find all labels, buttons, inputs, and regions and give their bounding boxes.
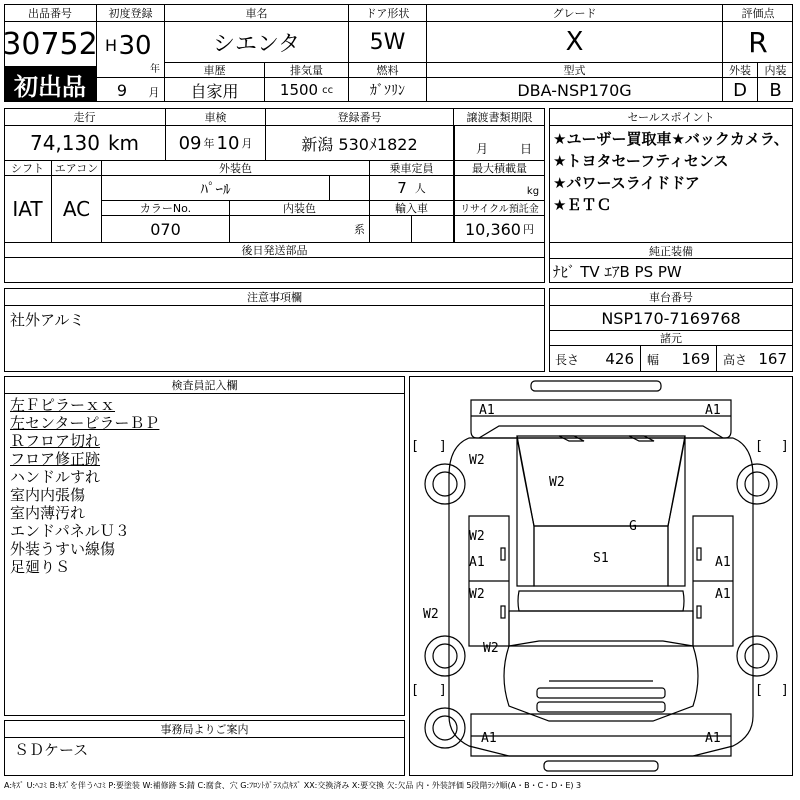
- mark-w2-left-door-front: W2: [469, 529, 485, 544]
- load-unit: kg: [526, 185, 540, 197]
- inspector-notes: [10, 396, 159, 576]
- length-cell: [549, 346, 641, 372]
- shift-label: シフト: [4, 160, 52, 176]
- inspector-note: 左Ｆピラーｘｘ: [10, 396, 116, 414]
- mirror-bracket-right-close: ]: [781, 439, 789, 454]
- inspector-note: エンドパネルＵ３: [10, 522, 130, 540]
- mirror-bracket-right-open: [: [755, 439, 763, 454]
- rear-bracket-right-open: [: [755, 683, 763, 698]
- inspector-note: ハンドルすれ: [10, 468, 101, 486]
- inspection-label: 車検: [166, 108, 266, 126]
- first-reg-month-unit: 月: [148, 86, 160, 99]
- office-label: 事務局よりご案内: [4, 720, 405, 738]
- rear-bracket-right-close: ]: [781, 683, 789, 698]
- inspector-note: 足廻りＳ: [10, 558, 71, 576]
- height-cell: [717, 346, 793, 372]
- mark-a1-right-door-rear: A1: [715, 587, 731, 602]
- capacity: 7: [397, 179, 407, 197]
- chassis-label: 車台番号: [549, 288, 793, 306]
- height-label: 高さ: [723, 352, 748, 367]
- mark-s1-roof: S1: [593, 551, 609, 566]
- sales-points-list: [553, 128, 791, 216]
- inspector-note: 室内内張傷: [10, 486, 86, 504]
- caution-label: 注意事項欄: [4, 288, 545, 306]
- inspector-note: Ｒフロア切れ: [10, 432, 101, 450]
- displacement: 1500: [279, 81, 319, 99]
- inspector-label: 検査員記入欄: [4, 376, 405, 394]
- interior-label: 内装: [758, 62, 793, 78]
- displacement-cell: [265, 78, 349, 102]
- era: H: [104, 35, 118, 55]
- mark-w2-left-rear: W2: [483, 641, 499, 656]
- transfer-day-unit: 日: [519, 141, 532, 156]
- mark-a1-front-left: A1: [479, 403, 495, 418]
- length: 426: [605, 350, 634, 368]
- history: 自家用: [165, 78, 265, 102]
- equipment-value: ﾅﾋﾞ TV ｴｱB PS PW: [553, 262, 682, 281]
- office-value: ＳＤケース: [14, 740, 89, 759]
- mirror-bracket-left-open: [: [411, 439, 419, 454]
- history-label: 車歴: [165, 62, 265, 78]
- score: R: [748, 25, 768, 59]
- transfer-month-unit: 月: [475, 141, 488, 156]
- mark-w2-front-left: W2: [469, 453, 485, 468]
- int-color-cell: [230, 216, 370, 242]
- car-name: シエンタ: [165, 22, 349, 62]
- inspector-note: 室内薄汚れ: [10, 504, 86, 522]
- first-reg-year: 30: [118, 31, 152, 61]
- mileage-cell: [4, 126, 166, 160]
- mileage-unit: km: [107, 131, 140, 155]
- first-reg-month: 9: [116, 80, 128, 100]
- sales-points-label: セールスポイント: [549, 108, 793, 126]
- inspector-note: 左センターピラーＢＰ: [10, 414, 160, 432]
- lot-no-label: 出品番号: [4, 4, 97, 22]
- reg-no-label: 登録番号: [266, 108, 454, 126]
- width-label: 幅: [647, 352, 660, 367]
- color-no-label: カラーNo.: [102, 200, 230, 216]
- fuel: ｶﾞｿﾘﾝ: [349, 78, 427, 102]
- color-no: 070: [102, 216, 230, 242]
- door-type: 5W: [349, 22, 427, 62]
- inspector-note: フロア修正跡: [10, 450, 101, 468]
- length-label: 長さ: [555, 352, 580, 367]
- sales-point-item: ★トヨタセーフティセンス: [553, 152, 729, 170]
- width-cell: [641, 346, 717, 372]
- int-color-unit: 系: [354, 223, 365, 236]
- mileage: 74,130: [29, 131, 100, 155]
- shift: IAT: [4, 176, 52, 242]
- model-label: 型式: [427, 62, 723, 78]
- recycle-label: リサイクル預託金: [454, 200, 545, 216]
- recycle: 10,360: [465, 219, 521, 239]
- inspection-year: 09: [178, 132, 202, 154]
- grade-label: グレード: [427, 4, 723, 22]
- rear-bracket-left-close: ]: [439, 683, 447, 698]
- inspector-note: 外装うすい線傷: [10, 540, 116, 558]
- ext-color-label: 外装色: [102, 160, 370, 176]
- displacement-unit: cc: [322, 84, 334, 96]
- chassis-no: NSP170-7169768: [601, 308, 741, 328]
- sales-point-item: ★パワースライドドア: [553, 174, 700, 192]
- first-listing-badge: 初出品: [4, 66, 97, 102]
- inspection-month-unit: 月: [241, 137, 253, 150]
- height: 167: [758, 350, 787, 368]
- ac-label: エアコン: [52, 160, 102, 176]
- rear-bracket-left-open: [: [411, 683, 419, 698]
- mark-w2-left-door-rear: W2: [469, 587, 485, 602]
- inspection-month: 10: [216, 132, 240, 154]
- recycle-unit: 円: [522, 223, 534, 236]
- inspection-cell: [166, 126, 266, 160]
- dims-label: 諸元: [549, 330, 793, 346]
- capacity-cell: [370, 176, 454, 200]
- door-label: ドア形状: [349, 4, 427, 22]
- sales-point-item: ★ＥＴＣ: [553, 196, 612, 214]
- mark-w2-hood: W2: [549, 475, 565, 490]
- legend: A:ｷｽﾞ U:ﾍｺﾐ B:ｷｽﾞを伴うﾍｺﾐ P:要塗装 W:補修跡 S:錆 C:腐食、穴 G:ﾌﾛﾝﾄｶﾞﾗｽ点ｷｽﾞ XX:交換済み X:要交換 欠:欠品 内・外装評価 5段階ﾗﾝｸ順(A・B・C・D・E) 3: [4, 781, 582, 790]
- capacity-label: 乗車定員: [370, 160, 454, 176]
- mark-w2-left-rear-wheel: W2: [423, 607, 439, 622]
- sales-point-item: ★ユーザー買取車★バックカメラ、: [553, 130, 789, 148]
- later-parts-label: 後日発送部品: [4, 242, 545, 258]
- grade: X: [427, 22, 723, 62]
- mirror-bracket-left-close: ]: [439, 439, 447, 454]
- model: DBA-NSP170G: [427, 78, 723, 102]
- transfer-label: 譲渡書類期限: [454, 108, 545, 126]
- int-color-label: 内装色: [230, 200, 370, 216]
- interior-score: B: [769, 79, 782, 101]
- ac: AC: [52, 176, 102, 242]
- width: 169: [681, 350, 710, 368]
- exterior-score: D: [723, 78, 758, 102]
- capacity-unit: 人: [414, 182, 426, 195]
- import-label: 輸入車: [370, 200, 454, 216]
- recycle-cell: [454, 216, 545, 242]
- caution-value: 社外アルミ: [10, 310, 85, 329]
- exterior-label: 外装: [723, 62, 758, 78]
- mileage-label: 走行: [4, 108, 166, 126]
- first-reg-label: 初度登録: [97, 4, 165, 22]
- inspection-year-unit: 年: [203, 137, 215, 150]
- car-name-label: 車名: [165, 4, 349, 22]
- mark-a1-right-door-front: A1: [715, 555, 731, 570]
- mark-a1-rear-right: A1: [705, 731, 721, 746]
- fuel-label: 燃料: [349, 62, 427, 78]
- load-label: 最大積載量: [454, 160, 545, 176]
- lot-no: 30752: [4, 22, 97, 66]
- score-label: 評価点: [723, 4, 793, 22]
- mark-a1-front-right: A1: [705, 403, 721, 418]
- car-diagram: [409, 376, 793, 776]
- displacement-label: 排気量: [265, 62, 349, 78]
- mark-a1-left-door-front: A1: [469, 555, 485, 570]
- first-reg-year-unit: 年: [150, 63, 160, 75]
- mark-g-windshield: G: [629, 519, 637, 534]
- reg-no: 新潟 530ﾒ1822: [266, 126, 454, 160]
- equipment-label: 純正装備: [549, 242, 793, 259]
- ext-color: ﾊﾟｰﾙ: [102, 176, 330, 200]
- mark-a1-rear-left: A1: [481, 731, 497, 746]
